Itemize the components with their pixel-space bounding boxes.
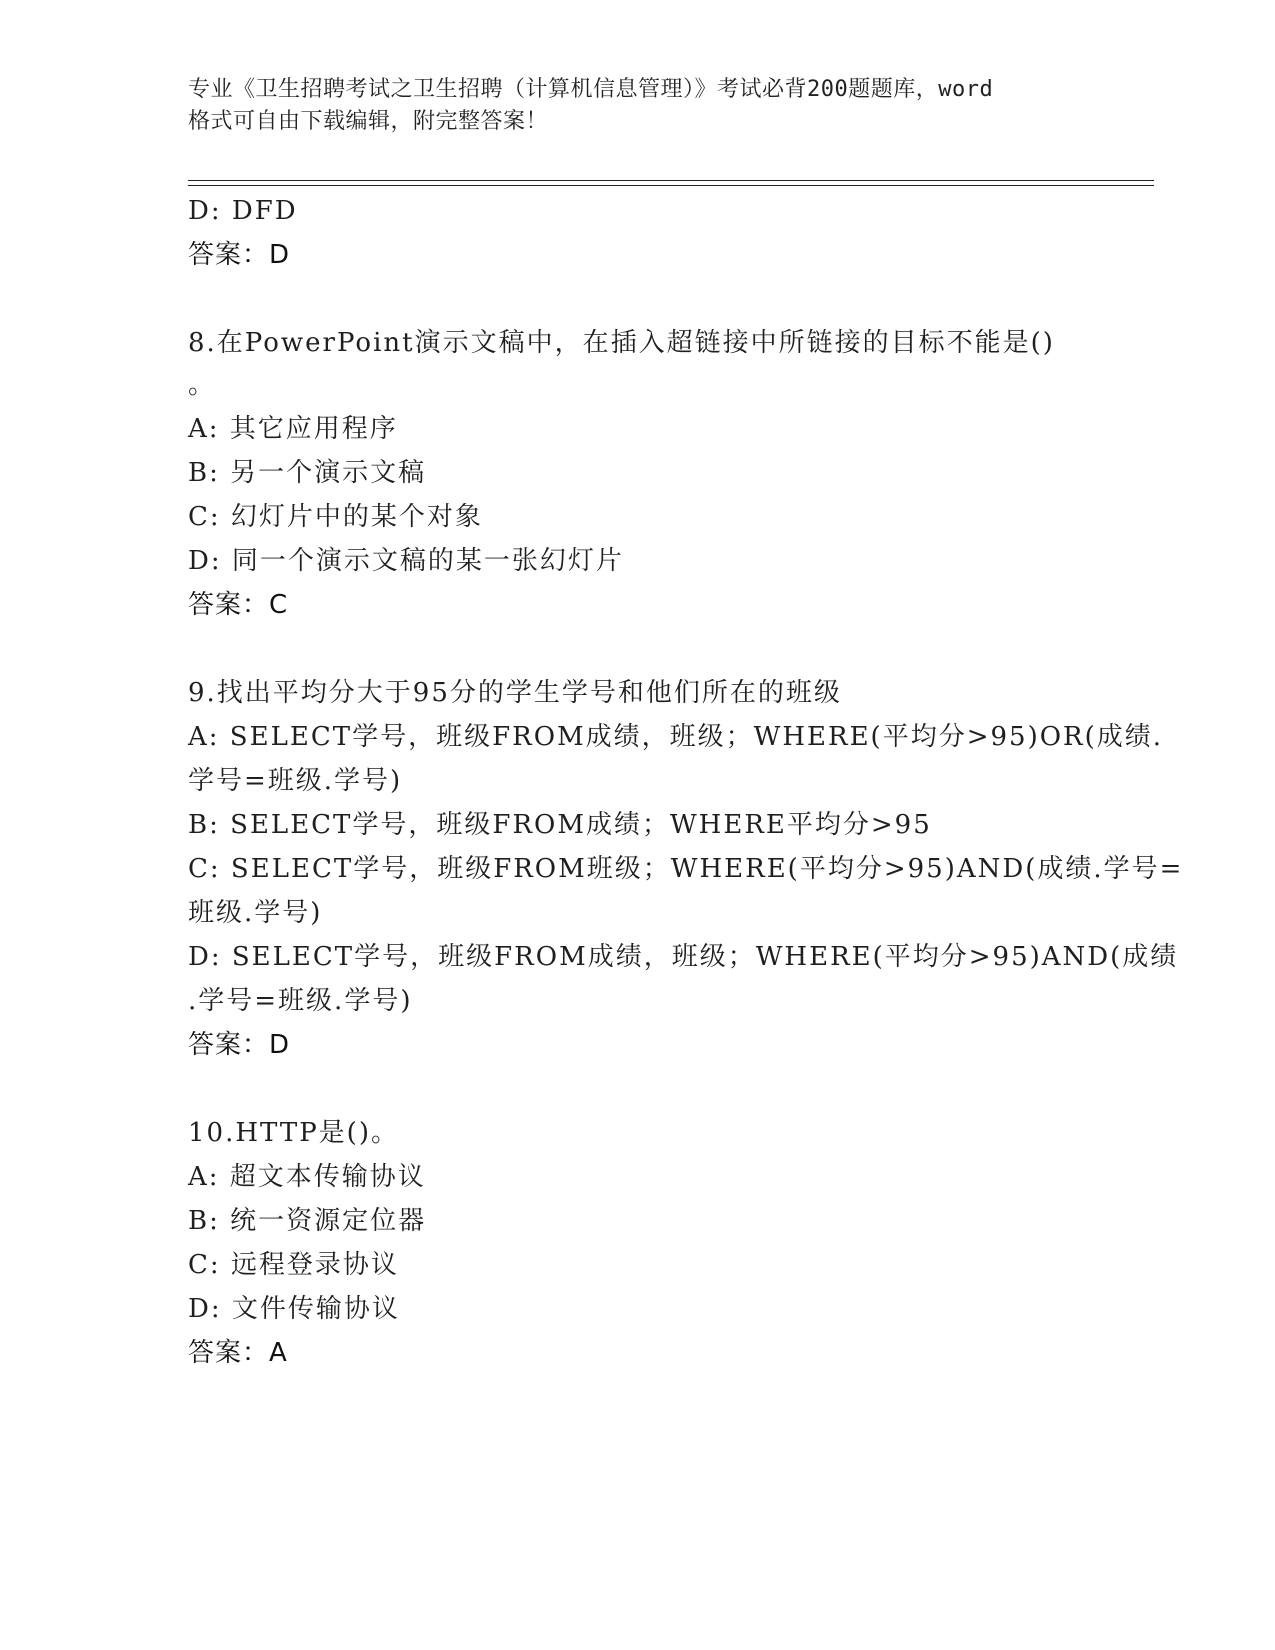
q10-option-d: D: 文件传输协议 [188, 1294, 400, 1324]
q9-option-c-line-2: 班级.学号) [188, 898, 323, 928]
q8-option-d: D: 同一个演示文稿的某一张幻灯片 [188, 546, 624, 576]
header-line-2: 格式可自由下载编辑，附完整答案！ [188, 109, 549, 134]
q8-option-a: A: 其它应用程序 [188, 414, 398, 444]
q7-answer: 答案：D [188, 240, 291, 270]
q9-stem: 9.找出平均分大于95分的学生学号和他们所在的班级 [188, 678, 842, 708]
q8-answer: 答案：C [188, 590, 289, 620]
q9-option-d-line-2: .学号=班级.学号) [188, 986, 413, 1016]
q10-option-a: A: 超文本传输协议 [188, 1162, 426, 1192]
q9-answer: 答案：D [188, 1030, 291, 1060]
q8-stem-line-1: 8.在PowerPoint演示文稿中，在插入超链接中所链接的目标不能是() [188, 328, 1055, 358]
q9-option-d-line-1: D: SELECT学号，班级FROM成绩，班级；WHERE(平均分>95)AND(成绩 [188, 942, 1179, 972]
q8-option-c: C: 幻灯片中的某个对象 [188, 502, 483, 532]
header-divider-bottom [188, 185, 1154, 186]
q8-option-b: B: 另一个演示文稿 [188, 458, 427, 488]
q10-option-c: C: 远程登录协议 [188, 1250, 399, 1280]
q7-option-d: D: DFD [188, 196, 298, 226]
header-divider-top [188, 180, 1154, 181]
header-line-1: 专业《卫生招聘考试之卫生招聘（计算机信息管理）》考试必背200题题库，word [188, 77, 994, 102]
q10-option-b: B: 统一资源定位器 [188, 1206, 427, 1236]
q9-option-a-line-1: A: SELECT学号，班级FROM成绩，班级；WHERE(平均分>95)OR(成绩. [188, 722, 1164, 752]
q8-stem-line-2: 。 [188, 370, 217, 400]
q9-option-a-line-2: 学号=班级.学号) [188, 766, 403, 796]
q9-option-b: B: SELECT学号，班级FROM成绩；WHERE平均分>95 [188, 810, 932, 840]
q10-stem: 10.HTTP是()。 [188, 1118, 399, 1148]
document-header [188, 74, 1088, 138]
q9-option-c-line-1: C: SELECT学号，班级FROM班级；WHERE(平均分>95)AND(成绩.学号= [188, 854, 1184, 884]
q10-answer: 答案：A [188, 1338, 288, 1368]
